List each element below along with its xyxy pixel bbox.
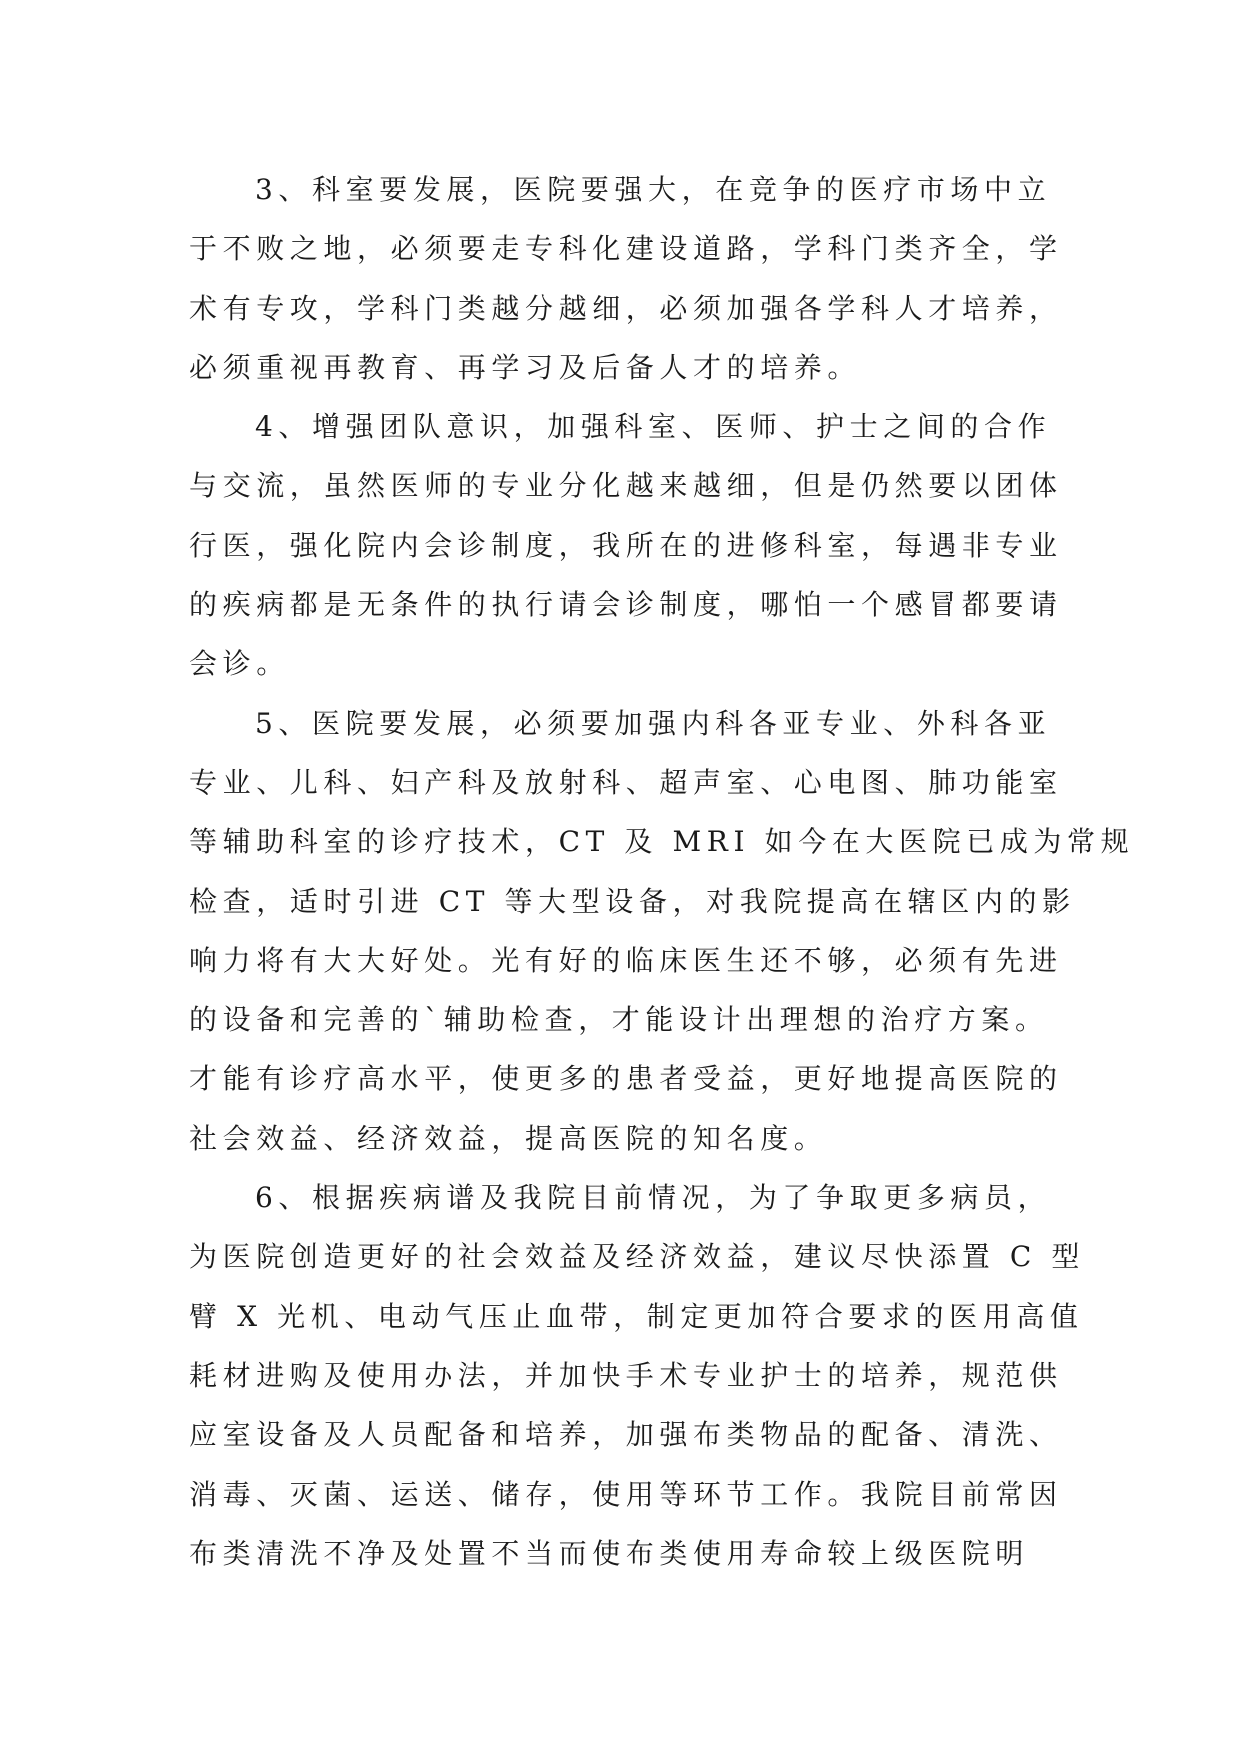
paragraph-5-line-6: 的设备和完善的`辅助检查，才能设计出理想的治疗方案。 [189, 1003, 1049, 1037]
paragraph-5-line-7: 才能有诊疗高水平，使更多的患者受益，更好地提高医院的 [189, 1062, 1063, 1096]
paragraph-4-line-2: 与交流，虽然医师的专业分化越来越细，但是仍然要以团体 [189, 469, 1063, 503]
paragraph-6-line-1: 6、根据疾病谱及我院目前情况，为了争取更多病员， [255, 1181, 1052, 1215]
paragraph-5-line-1: 5、医院要发展，必须要加强内科各亚专业、外科各亚 [255, 706, 1052, 740]
paragraph-3-line-3: 术有专攻，学科门类越分越细，必须加强各学科人才培养， [189, 291, 1063, 325]
paragraph-5-line-3: 等辅助科室的诊疗技术，CT 及 MRI 如今在大医院已成为常规 [189, 825, 1135, 859]
paragraph-6-line-3: 臂 X 光机、电动气压止血带，制定更加符合要求的医用高值 [189, 1299, 1084, 1333]
paragraph-6-line-7: 布类清洗不净及处置不当而使布类使用寿命较上级医院明 [189, 1536, 1030, 1570]
document-body [189, 160, 1135, 1583]
paragraph-3-line-2: 于不败之地，必须要走专科化建设道路，学科门类齐全，学 [189, 232, 1063, 266]
paragraph-6-line-4: 耗材进购及使用办法，并加快手术专业护士的培养，规范供 [189, 1358, 1063, 1392]
paragraph-4-line-5: 会诊。 [189, 647, 290, 681]
paragraph-5-line-5: 响力将有大大好处。光有好的临床医生还不够，必须有先进 [189, 943, 1063, 977]
paragraph-6-line-5: 应室设备及人员配备和培养，加强布类物品的配备、清洗、 [189, 1418, 1063, 1452]
paragraph-4-line-1: 4、增强团队意识，加强科室、医师、护士之间的合作 [255, 410, 1052, 444]
paragraph-6-line-2: 为医院创造更好的社会效益及经济效益，建议尽快添置 C 型 [189, 1240, 1086, 1274]
paragraph-4-line-4: 的疾病都是无条件的执行请会诊制度，哪怕一个感冒都要请 [189, 588, 1063, 622]
paragraph-4-line-3: 行医，强化院内会诊制度，我所在的进修科室，每遇非专业 [189, 528, 1063, 562]
paragraph-3-line-1: 3、科室要发展，医院要强大，在竞争的医疗市场中立 [255, 173, 1052, 206]
paragraph-6-line-6: 消毒、灭菌、运送、储存，使用等环节工作。我院目前常因 [189, 1477, 1063, 1511]
paragraph-5-line-4: 检查，适时引进 CT 等大型设备，对我院提高在辖区内的影 [189, 884, 1076, 918]
paragraph-5-line-2: 专业、儿科、妇产科及放射科、超声室、心电图、肺功能室 [189, 765, 1063, 799]
paragraph-3-line-4: 必须重视再教育、再学习及后备人才的培养。 [189, 350, 862, 384]
paragraph-5-line-8: 社会效益、经济效益，提高医院的知名度。 [189, 1121, 828, 1155]
